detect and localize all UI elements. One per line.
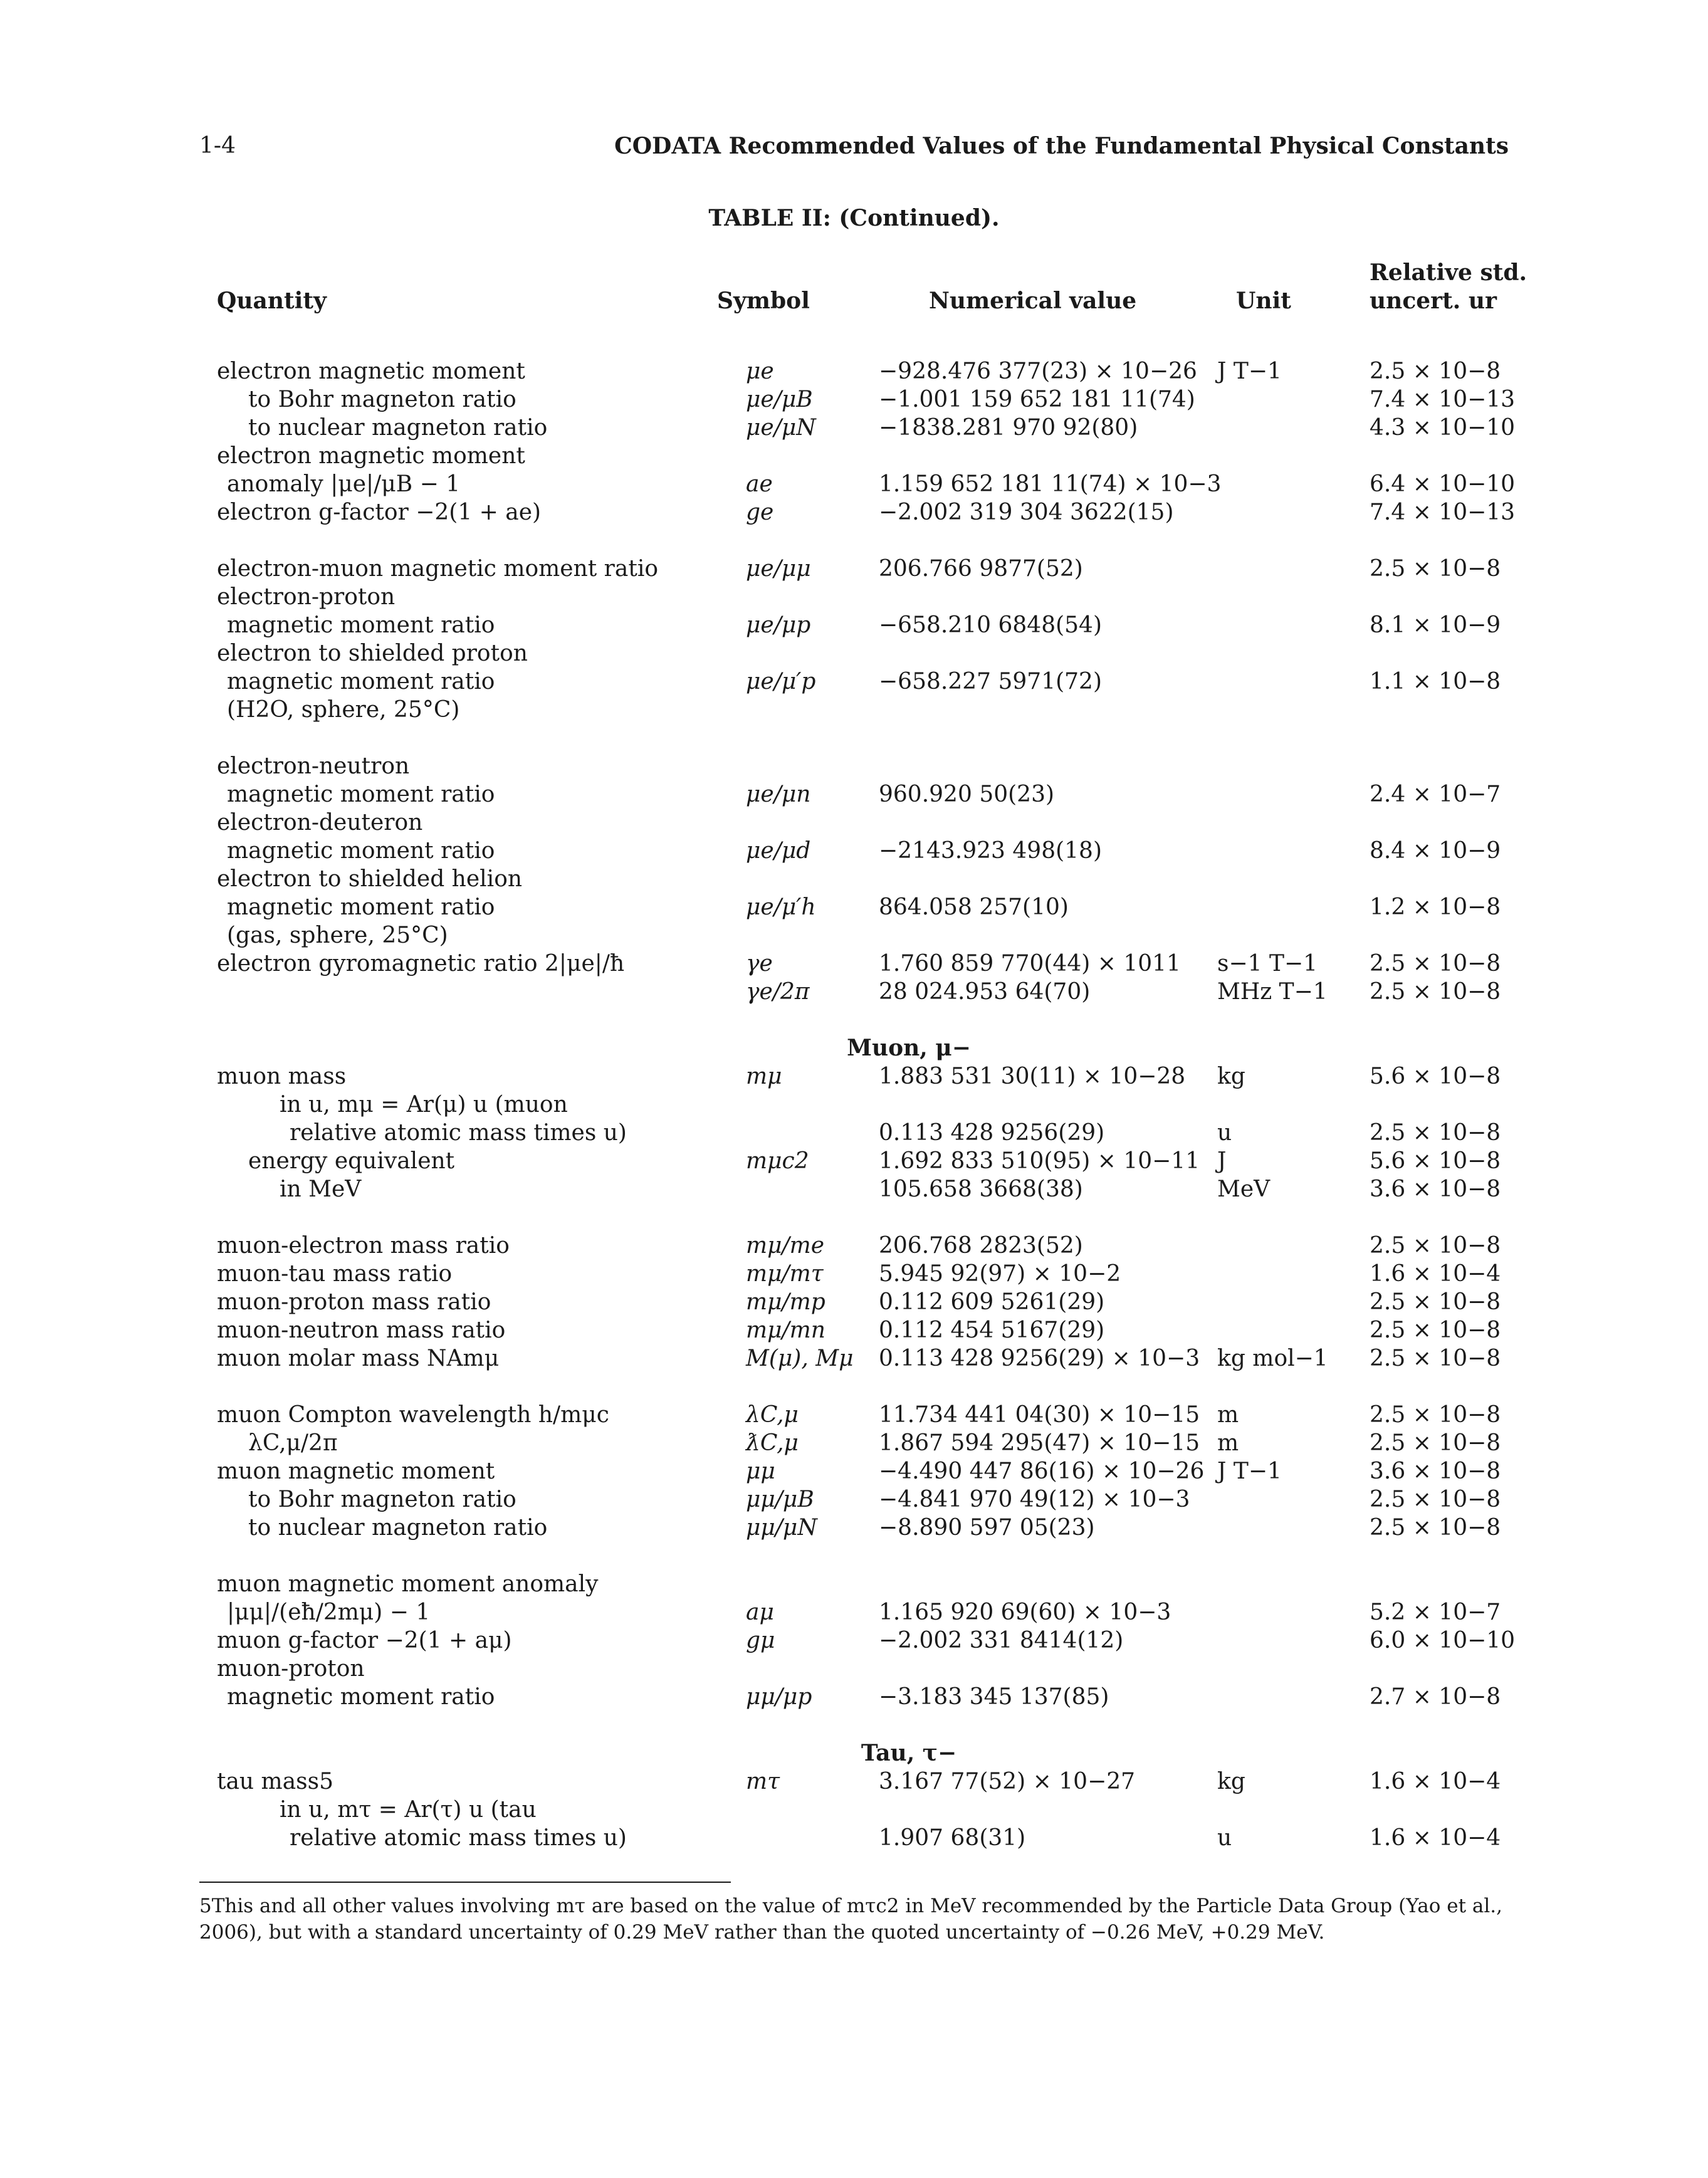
row-unit: kg [1217,1064,1245,1089]
row-quantity: muon-electron mass ratio [217,1233,510,1259]
row-symbol: μe/μp [746,612,811,638]
row-symbol: ge [746,500,774,525]
row-value: 0.113 428 9256(29) [879,1120,1105,1146]
row-quantity: muon molar mass NAmμ [217,1346,500,1371]
row-uncertainty: 2.5 × 10−8 [1370,1120,1501,1146]
row-symbol: mμc2 [746,1148,809,1174]
row-quantity: electron g-factor −2(1 + ae) [217,500,542,525]
row-quantity: electron to shielded helion [217,866,523,892]
row-quantity: electron-proton [217,584,396,610]
row-quantity: to nuclear magneton ratio [248,1515,548,1541]
row-quantity: muon mass [217,1064,347,1089]
row-quantity: anomaly |μe|/μB − 1 [227,471,461,497]
row-quantity: muon-neutron mass ratio [217,1317,506,1343]
row-uncertainty: 7.4 × 10−13 [1370,500,1516,525]
row-quantity: muon magnetic moment anomaly [217,1571,599,1597]
row-symbol: mτ [746,1769,780,1794]
row-symbol: μe/μ′h [746,894,816,920]
row-symbol: ae [746,471,773,497]
row-quantity: relative atomic mass times u) [290,1120,627,1146]
row-uncertainty: 8.4 × 10−9 [1370,838,1501,864]
column-header-unit: Unit [1236,288,1291,314]
row-quantity: λC,μ/2π [248,1430,338,1456]
row-symbol: γe/2π [746,979,810,1005]
row-symbol: mμ/mp [746,1289,825,1315]
row-symbol: mμ/mn [746,1317,825,1343]
row-value: 1.867 594 295(47) × 10−15 [879,1430,1200,1456]
row-symbol: μμ/μB [746,1487,814,1512]
row-value: −8.890 597 05(23) [879,1515,1095,1541]
row-value: 864.058 257(10) [879,894,1069,920]
column-header-uncert-line1: Relative std. [1370,259,1527,286]
row-value: −4.490 447 86(16) × 10−26 [879,1458,1205,1484]
row-value: 1.883 531 30(11) × 10−28 [879,1064,1186,1089]
row-unit: u [1217,1120,1232,1146]
row-quantity: electron to shielded proton [217,641,528,666]
row-unit: m [1217,1430,1239,1456]
row-unit: MeV [1217,1176,1271,1202]
column-header-value: Numerical value [929,288,1137,314]
row-uncertainty: 2.5 × 10−8 [1370,1233,1501,1259]
row-uncertainty: 5.6 × 10−8 [1370,1148,1501,1174]
row-uncertainty: 6.0 × 10−10 [1370,1628,1516,1653]
page-number: 1-4 [199,133,236,159]
row-symbol: μe/μN [746,415,816,441]
footnote: 5This and all other values involving mτ are based on the value of mτc2 in MeV recommended by the Particle Data Group (Yao et al., 2006), but with a standard uncertainty of 0.29 MeV rather than the quoted uncertainty of −0.26 MeV, +0.29 MeV. [199,1895,1502,1944]
row-uncertainty: 2.5 × 10−8 [1370,1289,1501,1315]
row-quantity: electron-neutron [217,753,410,779]
row-quantity: electron-muon magnetic moment ratio [217,556,659,582]
row-symbol: aμ [746,1599,774,1625]
row-quantity: to nuclear magneton ratio [248,415,548,441]
row-quantity: tau mass5 [217,1769,334,1794]
row-value: 1.760 859 770(44) × 1011 [879,951,1181,976]
row-uncertainty: 1.2 × 10−8 [1370,894,1501,920]
row-symbol: mμ [746,1064,782,1089]
row-uncertainty: 6.4 × 10−10 [1370,471,1516,497]
row-quantity: electron magnetic moment [217,443,525,469]
row-uncertainty: 3.6 × 10−8 [1370,1176,1501,1202]
row-symbol: μe [746,359,774,384]
row-value: 1.692 833 510(95) × 10−11 [879,1148,1200,1174]
row-symbol: mμ/me [746,1233,825,1259]
row-quantity: magnetic moment ratio [227,838,495,864]
row-unit: J T−1 [1217,1458,1282,1484]
row-uncertainty: 1.6 × 10−4 [1370,1769,1501,1794]
row-uncertainty: 2.5 × 10−8 [1370,1515,1501,1541]
row-uncertainty: 5.2 × 10−7 [1370,1599,1501,1625]
row-value: −1838.281 970 92(80) [879,415,1138,441]
row-value: 11.734 441 04(30) × 10−15 [879,1402,1200,1428]
column-header-symbol: Symbol [717,288,810,314]
row-symbol: λC,μ [746,1402,799,1428]
row-quantity: muon-tau mass ratio [217,1261,453,1287]
row-value: −928.476 377(23) × 10−26 [879,359,1197,384]
row-value: 206.768 2823(52) [879,1233,1083,1259]
row-unit: kg [1217,1769,1245,1794]
row-value: 105.658 3668(38) [879,1176,1083,1202]
row-quantity: magnetic moment ratio [227,894,495,920]
column-header-quantity: Quantity [217,288,327,314]
row-symbol: γe [746,951,773,976]
table-title: TABLE II: (Continued). [708,205,1000,231]
row-value: −658.210 6848(54) [879,612,1102,638]
row-uncertainty: 2.5 × 10−8 [1370,979,1501,1005]
row-quantity: in u, mμ = Ar(μ) u (muon [280,1092,568,1118]
section-heading: Tau, τ− [861,1740,957,1766]
row-uncertainty: 2.5 × 10−8 [1370,1487,1501,1512]
row-quantity: muon-proton [217,1656,365,1682]
row-value: 0.112 454 5167(29) [879,1317,1105,1343]
row-quantity: muon-proton mass ratio [217,1289,491,1315]
row-quantity: magnetic moment ratio [227,782,495,807]
row-quantity: relative atomic mass times u) [290,1825,627,1851]
row-unit: J T−1 [1217,359,1282,384]
column-header-uncert-line2: uncert. ur [1370,288,1497,314]
row-uncertainty: 1.1 × 10−8 [1370,669,1501,694]
row-unit: J [1217,1148,1227,1174]
row-quantity: magnetic moment ratio [227,1684,495,1710]
row-value: −658.227 5971(72) [879,669,1102,694]
row-symbol: μe/μd [746,838,811,864]
row-value: −2143.923 498(18) [879,838,1102,864]
row-uncertainty: 2.5 × 10−8 [1370,359,1501,384]
row-quantity: energy equivalent [248,1148,455,1174]
row-value: 5.945 92(97) × 10−2 [879,1261,1121,1287]
row-uncertainty: 2.5 × 10−8 [1370,556,1501,582]
row-symbol: μe/μμ [746,556,811,582]
row-quantity: electron gyromagnetic ratio 2|μe|/ħ [217,951,625,976]
row-unit: kg mol−1 [1217,1346,1328,1371]
row-symbol: M(μ), Mμ [746,1346,854,1371]
row-uncertainty: 2.5 × 10−8 [1370,951,1501,976]
row-uncertainty: 2.7 × 10−8 [1370,1684,1501,1710]
row-quantity: in u, mτ = Ar(τ) u (tau [280,1797,537,1823]
row-value: −2.002 331 8414(12) [879,1628,1124,1653]
row-unit: m [1217,1402,1239,1428]
row-quantity: to Bohr magneton ratio [248,1487,516,1512]
row-quantity: electron magnetic moment [217,359,525,384]
row-uncertainty: 4.3 × 10−10 [1370,415,1516,441]
footnote-rule [199,1882,731,1883]
row-quantity: |μμ|/(eħ/2mμ) − 1 [227,1599,431,1625]
row-unit: u [1217,1825,1232,1851]
row-quantity: muon Compton wavelength h/mμc [217,1402,609,1428]
row-quantity: magnetic moment ratio [227,612,495,638]
row-uncertainty: 1.6 × 10−4 [1370,1261,1501,1287]
row-quantity: magnetic moment ratio [227,669,495,694]
row-uncertainty: 5.6 × 10−8 [1370,1064,1501,1089]
row-symbol: gμ [746,1628,775,1653]
row-value: 1.159 652 181 11(74) × 10−3 [879,471,1222,497]
row-uncertainty: 8.1 × 10−9 [1370,612,1501,638]
row-symbol: μμ [746,1458,775,1484]
row-uncertainty: 2.5 × 10−8 [1370,1346,1501,1371]
row-value: 3.167 77(52) × 10−27 [879,1769,1136,1794]
row-symbol: ƛC,μ [746,1430,799,1456]
row-value: −3.183 345 137(85) [879,1684,1109,1710]
row-value: 28 024.953 64(70) [879,979,1091,1005]
row-quantity: electron-deuteron [217,810,423,835]
section-heading: Muon, μ− [847,1035,971,1061]
running-title: CODATA Recommended Values of the Fundamental Physical Constants [614,133,1509,159]
row-quantity: to Bohr magneton ratio [248,387,516,412]
row-quantity: muon g-factor −2(1 + aμ) [217,1628,512,1653]
row-symbol: μμ/μp [746,1684,812,1710]
row-symbol: μe/μB [746,387,813,412]
row-uncertainty: 3.6 × 10−8 [1370,1458,1501,1484]
row-value: −1.001 159 652 181 11(74) [879,387,1195,412]
row-symbol: μe/μ′p [746,669,816,694]
row-value: −4.841 970 49(12) × 10−3 [879,1487,1190,1512]
row-uncertainty: 2.5 × 10−8 [1370,1430,1501,1456]
row-quantity: in MeV [280,1176,362,1202]
row-symbol: μe/μn [746,782,811,807]
row-value: 0.113 428 9256(29) × 10−3 [879,1346,1200,1371]
row-quantity: (H2O, sphere, 25°C) [227,697,460,723]
row-unit: MHz T−1 [1217,979,1328,1005]
row-uncertainty: 2.5 × 10−8 [1370,1402,1501,1428]
row-uncertainty: 1.6 × 10−4 [1370,1825,1501,1851]
row-value: 0.112 609 5261(29) [879,1289,1105,1315]
row-value: −2.002 319 304 3622(15) [879,500,1174,525]
row-value: 960.920 50(23) [879,782,1055,807]
row-value: 1.165 920 69(60) × 10−3 [879,1599,1171,1625]
row-uncertainty: 2.4 × 10−7 [1370,782,1501,807]
row-symbol: μμ/μN [746,1515,817,1541]
row-unit: s−1 T−1 [1217,951,1318,976]
row-quantity: muon magnetic moment [217,1458,495,1484]
row-quantity: (gas, sphere, 25°C) [227,923,448,948]
row-value: 1.907 68(31) [879,1825,1026,1851]
row-uncertainty: 2.5 × 10−8 [1370,1317,1501,1343]
row-uncertainty: 7.4 × 10−13 [1370,387,1516,412]
row-value: 206.766 9877(52) [879,556,1083,582]
row-symbol: mμ/mτ [746,1261,824,1287]
